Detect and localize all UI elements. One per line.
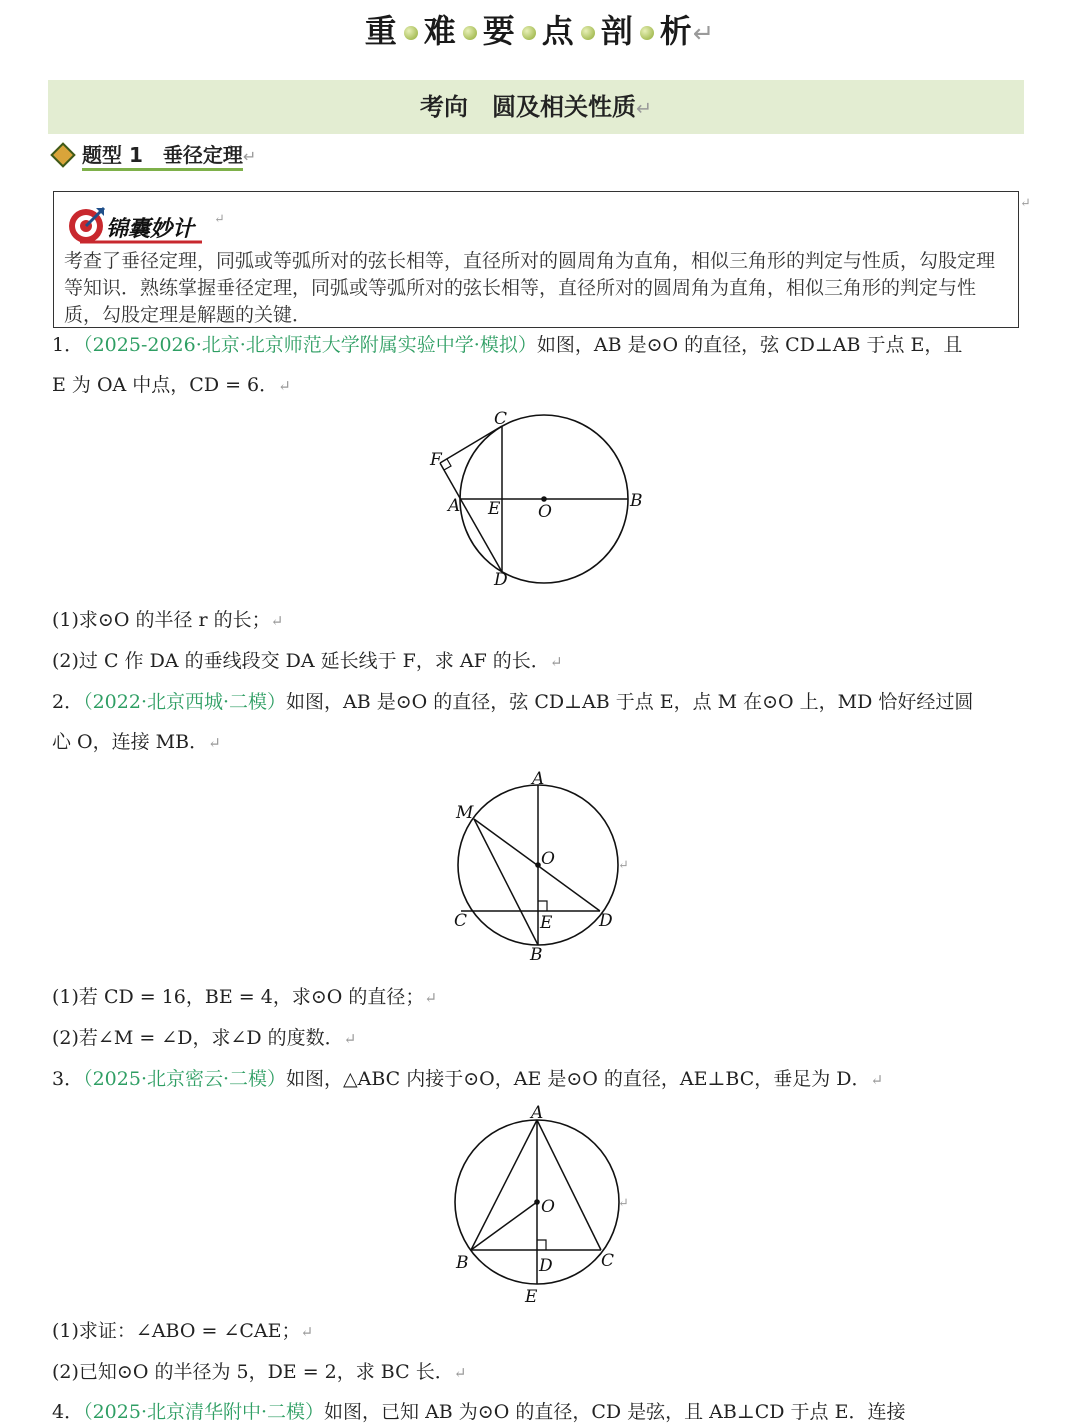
problem-source: （2025-2026·北京·北京师范大学附属实验中学·模拟） [83,334,537,356]
problem-number: 4． [52,1401,84,1423]
label-m: M [456,803,474,823]
problem-source: （2022·北京西城·二模） [83,691,287,713]
title-char: 剖 [600,12,634,50]
label-a: A [531,1103,544,1123]
page-title: 重 难 要 点 剖 析↵ [0,6,1080,52]
label-d: D [599,911,613,931]
right-angle-mark [538,901,547,911]
section-band: 考向 圆及相关性质↵ [48,80,1024,134]
title-char: 难 [423,12,457,50]
problem-1-q2: (2)过 C 作 DA 的垂线段交 DA 延长线于 F，求 AF 的长．↵ [52,650,563,672]
problem-1-stem [52,332,962,358]
problem-number: 1． [52,334,84,356]
label-b: B [630,491,643,511]
label-o: O [538,502,552,522]
title-dot-icon [581,26,595,40]
title-dot-icon [404,26,418,40]
tip-text: 考查了垂径定理，同弧或等弧所对的弦长相等，直径所对的圆周角为直角，相似三角形的判定与性质，勾股定理等知识．熟练掌握垂径定理，同弧或等弧所对的弦长相等，直径所对的圆周角为直角，相似三角形的判定与性质，勾股定理是解题的关键． [64,250,996,326]
problem-2-q1: (1)若 CD = 16，BE = 4，求⊙O 的直径；↵ [52,986,438,1008]
title-char: 析 [659,12,693,50]
problem-3-q2: (2)已知⊙O 的半径为 5，DE = 2，求 BC 长．↵ [52,1361,467,1383]
label-f: F [430,450,442,470]
problem-number: 3． [52,1068,84,1090]
problem-text: 如图，AB 是⊙O 的直径，弦 CD⊥AB 于点 E，点 M 在⊙O 上，MD 恰好经过圆 [286,691,974,713]
label-o: O [541,1197,555,1217]
figure-3 [445,1100,635,1310]
problem-text: E 为 OA 中点，CD = 6． [52,374,279,396]
label-e: E [488,499,501,519]
problem-3-q1: (1)求证：∠ABO = ∠CAE；↵ [52,1320,314,1342]
diamond-bullet-icon [50,142,75,167]
right-angle-mark [537,1240,546,1250]
figure-1 [420,405,660,590]
segment-mb [474,819,538,945]
title-dot-icon [522,26,536,40]
center-dot [541,496,547,502]
return-mark: ↵ [618,858,629,873]
label-o: O [541,849,555,869]
problem-1-q1: (1)求⊙O 的半径 r 的长；↵ [52,609,284,631]
label-c: C [494,409,508,429]
label-d: D [539,1256,553,1276]
problem-3-stem: 3．（2025·北京密云·二模）如图，△ABC 内接于⊙O，AE 是⊙O 的直径，AE⊥BC，垂足为 D．↵ [52,1068,884,1090]
problem-2-stem [52,689,973,715]
section-band-title: 考向 圆及相关性质 [419,93,636,121]
segment-ac [537,1120,601,1250]
label-c: C [601,1251,615,1271]
tip-badge [66,202,226,250]
problem-number: 2． [52,691,84,713]
label-b: B [456,1253,469,1273]
label-e: E [540,913,553,933]
problem-source: （2025·北京清华附中·二模） [83,1401,325,1423]
problem-text: 如图，AB 是⊙O 的直径，弦 CD⊥AB 于点 E，且 [536,334,963,356]
tip-badge-label: 锦囊妙计 [106,216,195,242]
problem-text: 心 O，连接 MB． [52,731,209,753]
center-dot [534,1199,540,1205]
return-mark: ↵ [214,212,225,227]
problem-4-stem [52,1399,905,1425]
label-d: D [494,570,508,590]
problem-2-stem-cont: 心 O，连接 MB．↵ [52,731,221,753]
title-char: 要 [482,12,516,50]
label-c: C [454,911,468,931]
label-b: B [530,945,543,965]
problem-text: 如图，△ABC 内接于⊙O，AE 是⊙O 的直径，AE⊥BC，垂足为 D． [286,1068,871,1090]
problem-source: （2025·北京密云·二模） [83,1068,287,1090]
label-a: A [448,496,461,516]
subheading-label: 题型 1 垂径定理 [82,143,243,171]
problem-text: 如图，已知 AB 为⊙O 的直径，CD 是弦，且 AB⊥CD 于点 E．连接 [324,1401,906,1423]
return-mark: ↵ [618,1196,629,1211]
label-a: A [532,769,545,789]
title-dot-icon [640,26,654,40]
return-mark: ↵ [1020,196,1031,211]
subheading: 题型 1 垂径定理↵ [54,140,256,170]
center-dot [535,862,541,868]
problem-1-stem-cont: E 为 OA 中点，CD = 6．↵ [52,374,291,396]
title-char: 点 [541,12,575,50]
label-e: E [525,1287,538,1307]
title-dot-icon [463,26,477,40]
segment-bo [471,1202,537,1250]
segment-ab [471,1120,537,1250]
figure-2 [448,765,638,965]
problem-2-q2: (2)若∠M = ∠D，求∠D 的度数．↵ [52,1027,357,1049]
target-icon [66,202,226,246]
title-char: 重 [364,12,398,50]
